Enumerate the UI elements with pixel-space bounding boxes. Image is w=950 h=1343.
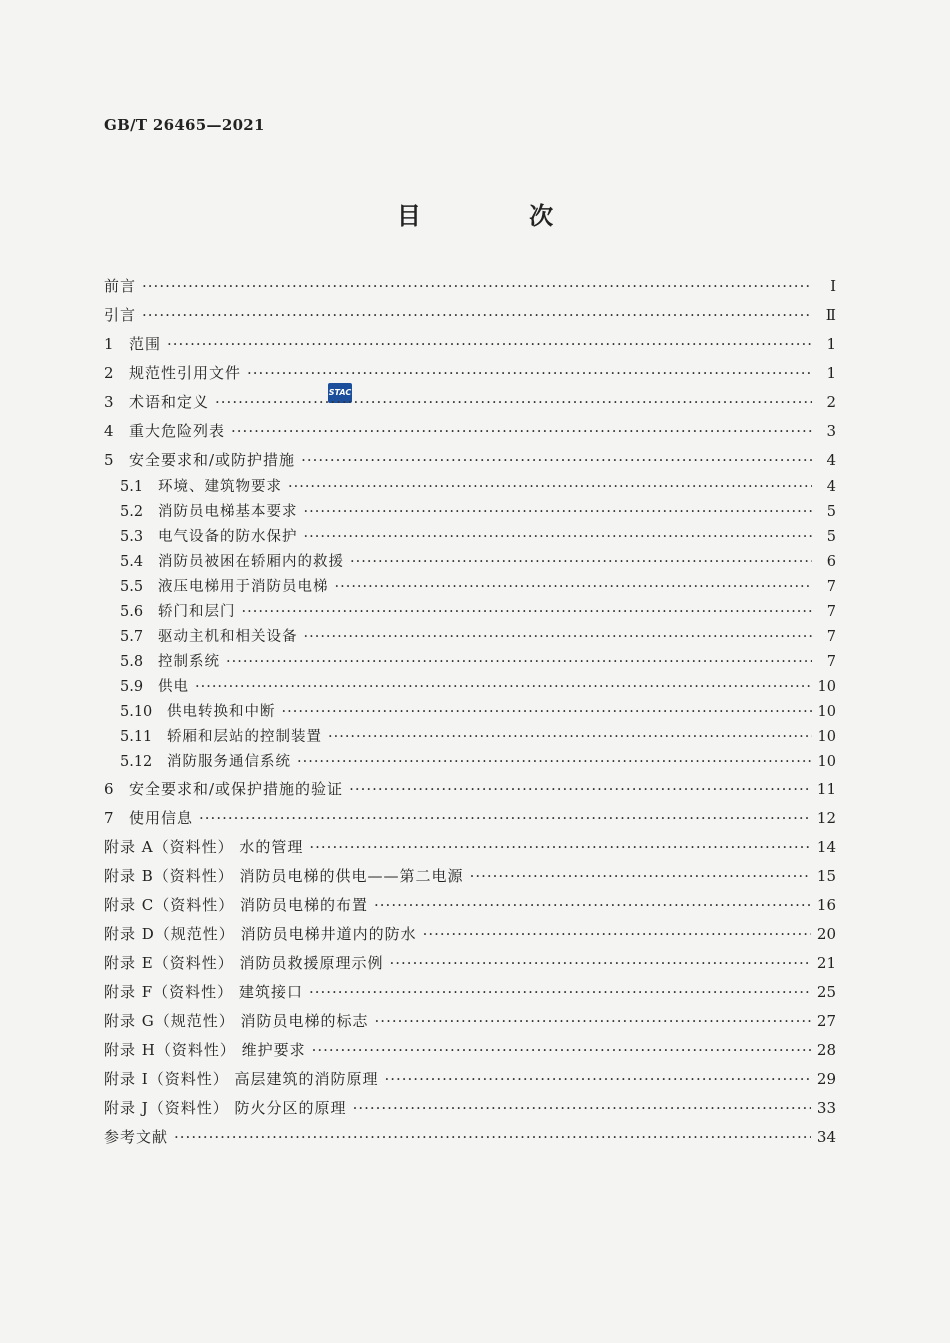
toc-entry-page: 10: [817, 704, 836, 720]
toc-leader-dots: [423, 920, 811, 949]
toc-entry[interactable]: [104, 1007, 836, 1036]
toc-entry-number: 5.8: [120, 654, 144, 670]
toc-entry-number: 5.10: [120, 704, 153, 720]
toc-entry-page: 29: [816, 1070, 836, 1088]
toc-entry-label: 环境、建筑物要求: [158, 479, 282, 495]
toc-entry-page: Ⅱ: [825, 306, 836, 324]
toc-entry-page: 20: [816, 925, 836, 943]
toc-entry-number: 2: [104, 364, 114, 382]
toc-entry-label: 附录 E（资料性） 消防员救援原理示例: [104, 954, 384, 972]
toc-entry-page: 25: [816, 983, 836, 1001]
toc-leader-dots: [304, 525, 813, 550]
toc-leader-dots: [142, 272, 812, 301]
toc-entry[interactable]: [104, 978, 836, 1007]
toc-leader-dots: [390, 949, 811, 978]
toc-leader-dots: [167, 330, 812, 359]
toc-entry-page: 14: [816, 838, 836, 856]
toc-entry-page: 7: [826, 579, 836, 595]
toc-entry-label: 附录 A（资料性） 水的管理: [104, 838, 304, 856]
toc-leader-dots: [309, 978, 811, 1007]
toc-entry-page: 15: [816, 867, 836, 885]
toc-leader-dots: [282, 700, 812, 725]
toc-entry-number: 7: [104, 809, 114, 827]
toc-leader-dots: [199, 804, 811, 833]
toc-entry-page: 4: [826, 479, 836, 495]
toc-entry-label: 参考文献: [104, 1128, 169, 1146]
toc-entry[interactable]: [104, 750, 836, 775]
toc-entry[interactable]: [104, 1123, 836, 1152]
toc-leader-dots: [288, 475, 812, 500]
toc-entry[interactable]: [104, 1094, 836, 1123]
toc-leader-dots: [328, 725, 812, 750]
toc-entry-page: 21: [816, 954, 836, 972]
toc-leader-dots: [312, 1036, 811, 1065]
toc-entry-label: 规范性引用文件: [129, 364, 242, 382]
toc-entry-label: 驱动主机和相关设备: [158, 629, 298, 645]
toc-leader-dots: [353, 1094, 811, 1123]
toc-entry-label: 术语和定义: [129, 393, 210, 411]
toc-entry[interactable]: [104, 600, 836, 625]
standard-code: GB/T 26465—2021: [104, 116, 265, 134]
toc-entry-label: 附录 D（规范性） 消防员电梯井道内的防水: [104, 925, 417, 943]
toc-entry-label: 附录 I（资料性） 高层建筑的消防原理: [104, 1070, 379, 1088]
toc-entry-page: 7: [826, 604, 836, 620]
toc-entry-label: 重大危险列表: [129, 422, 226, 440]
toc-entry-page: 1: [826, 364, 836, 382]
toc-entry-number: 6: [104, 780, 114, 798]
toc-entry-label: 附录 B（资料性） 消防员电梯的供电——第二电源: [104, 867, 464, 885]
stac-logo: STAC: [328, 383, 352, 403]
toc-entry[interactable]: [104, 775, 836, 804]
toc-entry[interactable]: [104, 475, 836, 500]
toc-entry-label: 附录 G（规范性） 消防员电梯的标志: [104, 1012, 369, 1030]
toc-entry[interactable]: [104, 550, 836, 575]
toc-entry[interactable]: [104, 330, 836, 359]
toc-entry[interactable]: [104, 500, 836, 525]
toc-leader-dots: [142, 301, 812, 330]
toc-entry-label: 安全要求和/或保护措施的验证: [129, 780, 344, 798]
toc-leader-dots: [231, 417, 812, 446]
toc-entry-number: 5.4: [120, 554, 144, 570]
toc-entry-label: 供电: [158, 679, 189, 695]
toc-entry-label: 轿厢和层站的控制装置: [167, 729, 322, 745]
toc-leader-dots: [247, 359, 812, 388]
toc-entry[interactable]: [104, 949, 836, 978]
toc-leader-dots: [304, 500, 813, 525]
toc-entry-label: 消防服务通信系统: [167, 754, 291, 770]
toc-entry-number: 5.11: [120, 729, 153, 745]
toc-entry[interactable]: [104, 804, 836, 833]
toc-entry-page: 5: [826, 529, 836, 545]
toc-entry-number: 5.7: [120, 629, 144, 645]
toc-entry-label: 消防员电梯基本要求: [158, 504, 298, 520]
toc-entry[interactable]: [104, 1065, 836, 1094]
toc-entry-label: 供电转换和中断: [167, 704, 276, 720]
toc-leader-dots: [470, 862, 811, 891]
toc-entry-label: 前言: [104, 277, 137, 295]
toc-entry-label: 消防员被困在轿厢内的救援: [158, 554, 344, 570]
toc-entry-number: 5.12: [120, 754, 153, 770]
toc-entry-label: 引言: [104, 306, 137, 324]
toc-entry[interactable]: [104, 725, 836, 750]
toc-entry[interactable]: [104, 891, 836, 920]
toc-entry-number: 5.5: [120, 579, 144, 595]
toc-leader-dots: [309, 833, 811, 862]
toc-leader-dots: [226, 650, 812, 675]
toc-entry[interactable]: [104, 1036, 836, 1065]
toc-entry-page: 11: [816, 780, 836, 798]
toc-entry[interactable]: [104, 359, 836, 388]
toc-entry-page: 6: [826, 554, 836, 570]
toc-leader-dots: [350, 550, 812, 575]
toc-entry-label: 安全要求和/或防护措施: [129, 451, 296, 469]
toc-leader-dots: [349, 775, 811, 804]
toc-entry[interactable]: [104, 920, 836, 949]
toc-entry[interactable]: [104, 625, 836, 650]
toc-leader-dots: [242, 600, 813, 625]
toc-leader-dots: [335, 575, 813, 600]
toc-entry-number: 5.1: [120, 479, 144, 495]
toc-entry-label: 液压电梯用于消防员电梯: [158, 579, 329, 595]
toc-entry[interactable]: [104, 417, 836, 446]
toc-entry-page: 28: [816, 1041, 836, 1059]
toc-leader-dots: [174, 1123, 811, 1152]
toc-entry-label: 范围: [129, 335, 162, 353]
toc-entry-page: 7: [826, 629, 836, 645]
toc-leader-dots: [297, 750, 812, 775]
toc-entry[interactable]: [104, 675, 836, 700]
toc-leader-dots: [304, 625, 813, 650]
toc-entry-page: 7: [826, 654, 836, 670]
toc-entry-page: 34: [816, 1128, 836, 1146]
toc-entry-page: 4: [826, 451, 836, 469]
page-title: 目 次: [396, 202, 604, 230]
toc-entry-number: 4: [104, 422, 114, 440]
toc-entry-page: 10: [817, 729, 836, 745]
toc-entry-page: 16: [816, 896, 836, 914]
toc-entry-label: 附录 J（资料性） 防火分区的原理: [104, 1099, 347, 1117]
toc-entry-number: 1: [104, 335, 114, 353]
toc-leader-dots: [374, 891, 811, 920]
toc-entry-label: 附录 F（资料性） 建筑接口: [104, 983, 303, 1001]
toc-entry-page: 27: [816, 1012, 836, 1030]
toc-leader-dots: [195, 675, 812, 700]
toc-entry[interactable]: [104, 575, 836, 600]
toc-entry-label: 轿门和层门: [158, 604, 236, 620]
toc-entry-number: 5.3: [120, 529, 144, 545]
toc-leader-dots: [384, 1065, 810, 1094]
toc-entry[interactable]: [104, 862, 836, 891]
toc-entry-label: 使用信息: [129, 809, 194, 827]
toc-entry-page: 2: [826, 393, 836, 411]
toc-leader-dots: [375, 1007, 811, 1036]
toc-entry[interactable]: [104, 272, 836, 301]
toc-entry[interactable]: [104, 833, 836, 862]
toc-entry-page: 10: [817, 679, 836, 695]
toc-entry-label: 附录 C（资料性） 消防员电梯的布置: [104, 896, 369, 914]
toc-entry-page: Ⅰ: [830, 277, 836, 295]
toc-entry-label: 附录 H（资料性） 维护要求: [104, 1041, 306, 1059]
toc-entry-number: 5.2: [120, 504, 144, 520]
toc-entry-page: 12: [816, 809, 836, 827]
toc-entry-label: 控制系统: [158, 654, 220, 670]
toc-entry-number: 5.9: [120, 679, 144, 695]
toc-entry[interactable]: [104, 446, 836, 475]
toc-entry-label: 电气设备的防水保护: [158, 529, 298, 545]
toc-entry-page: 1: [826, 335, 836, 353]
toc-entry-page: 3: [826, 422, 836, 440]
toc-entry[interactable]: [104, 650, 836, 675]
table-of-contents: [104, 272, 836, 1152]
toc-entry[interactable]: [104, 388, 836, 417]
toc-entry-number: 3: [104, 393, 114, 411]
toc-entry-number: 5: [104, 451, 114, 469]
toc-entry[interactable]: [104, 525, 836, 550]
toc-entry-page: 5: [826, 504, 836, 520]
toc-entry-page: 33: [816, 1099, 836, 1117]
toc-leader-dots: [301, 446, 812, 475]
toc-entry[interactable]: [104, 301, 836, 330]
toc-entry-page: 10: [817, 754, 836, 770]
toc-entry[interactable]: [104, 700, 836, 725]
toc-entry-number: 5.6: [120, 604, 144, 620]
toc-leader-dots: [215, 388, 812, 417]
